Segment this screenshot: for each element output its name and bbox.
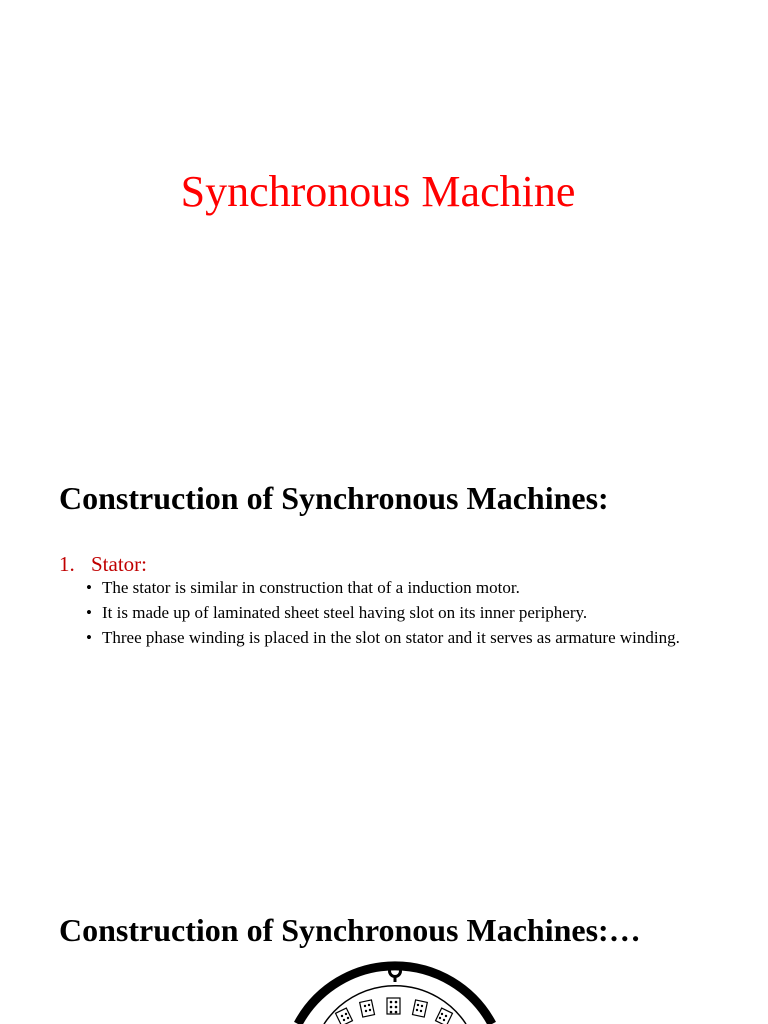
stator-slot: [387, 998, 400, 1014]
stator-slot: [336, 1008, 353, 1024]
bullet-item: [86, 577, 726, 598]
item-label: Stator:: [91, 552, 147, 576]
stator-slot: [436, 1008, 453, 1024]
bullet-icon: •: [86, 578, 92, 597]
stator-frame-outer: [298, 966, 492, 1024]
stator-diagram: [290, 960, 500, 1024]
stator-slot: [360, 1000, 375, 1017]
bullet-icon: •: [86, 628, 92, 647]
bullet-item: [86, 602, 726, 623]
numbered-item-stator: [59, 551, 147, 577]
item-number: 1.: [59, 552, 75, 576]
bullet-list: [86, 577, 726, 652]
stator-slot: [412, 1000, 427, 1017]
bullet-text: Three phase winding is placed in the slot on stator and it serves as armature winding.: [102, 628, 680, 647]
section-heading-construction: Construction of Synchronous Machines:: [59, 480, 609, 516]
bullet-item: [86, 627, 726, 648]
bullet-icon: •: [86, 603, 92, 622]
section-heading-construction-continued: Construction of Synchronous Machines:…: [59, 912, 641, 948]
bullet-text: The stator is similar in construction that of a induction motor.: [102, 578, 520, 597]
stator-slots: [336, 998, 453, 1024]
bullet-text: It is made up of laminated sheet steel having slot on its inner periphery.: [102, 603, 588, 622]
slide-title: Synchronous Machine: [180, 167, 576, 216]
